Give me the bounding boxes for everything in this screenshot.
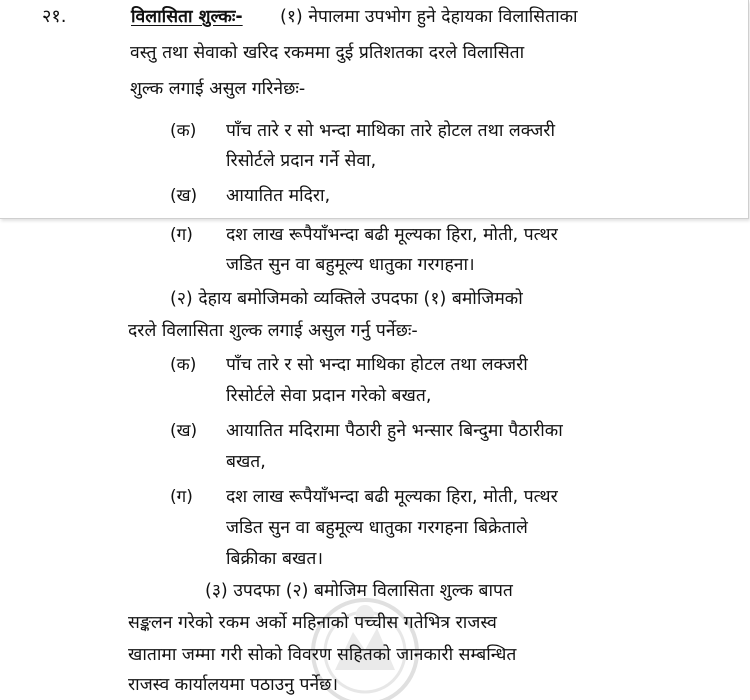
section-title: विलासिता शुल्कः- <box>131 7 243 27</box>
sub1-line: वस्तु तथा सेवाको खरिद रकममा दुई प्रतिशतका दरले विलासिता <box>130 43 525 63</box>
item-text: आयातित मदिरा, <box>226 186 331 206</box>
item-text: पाँच तारे र सो भन्दा माथिका तारे होटल तथा लक्जरी <box>226 121 555 141</box>
item-text: बखत, <box>226 452 266 472</box>
item-label: (ग) <box>170 225 193 245</box>
highlight-panel <box>0 0 749 219</box>
sub3-line: राजस्व कार्यालयमा पठाउनु पर्नेछ। <box>128 675 339 695</box>
sub1-line: शुल्क लगाई असुल गरिनेछः- <box>130 79 306 99</box>
sub3-line: (३) उपदफा (२) बमोजिम विलासिता शुल्क बापत <box>205 581 513 601</box>
sub2-line: (२) देहाय बमोजिमको व्यक्तिले उपदफा (१) बमोजिमको <box>170 289 523 309</box>
item-label: (क) <box>170 121 197 141</box>
sub3-line: सङ्कलन गरेको रकम अर्को महिनाको पच्चीस गतेभित्र राजस्व <box>128 613 497 633</box>
item-text: दश लाख रूपैयाँभन्दा बढी मूल्यका हिरा, मोती, पत्थर <box>226 487 558 507</box>
item-label: (ख) <box>170 421 198 441</box>
sub3-line: खातामा जम्मा गरी सोको विवरण सहितको जानकारी सम्बन्धित <box>128 645 517 665</box>
item-label: (क) <box>170 355 197 375</box>
item-text: बिक्रीका बखत। <box>226 549 323 569</box>
item-text: रिसोर्टले सेवा प्रदान गरेको बखत, <box>226 386 432 406</box>
section-number: २१. <box>42 6 67 27</box>
sub1-line: (१) नेपालमा उपभोग हुने देहायका विलासिताका <box>280 7 578 27</box>
sub2-line: दरले विलासिता शुल्क लगाई असुल गर्नु पर्नेछः- <box>128 321 418 341</box>
item-label: (ख) <box>170 186 198 206</box>
item-text: पाँच तारे र सो भन्दा माथिका होटल तथा लक्जरी <box>226 355 528 375</box>
item-text: रिसोर्टले प्रदान गर्ने सेवा, <box>226 151 377 171</box>
item-text: जडित सुन वा बहुमूल्य धातुका गरगहना बिक्रेताले <box>226 518 528 538</box>
item-label: (ग) <box>170 487 193 507</box>
item-text: दश लाख रूपैयाँभन्दा बढी मूल्यका हिरा, मोती, पत्थर <box>226 225 558 245</box>
item-text: आयातित मदिरामा पैठारी हुने भन्सार बिन्दुमा पैठारीका <box>226 421 563 441</box>
item-text: जडित सुन वा बहुमूल्य धातुका गरगहना। <box>226 255 475 275</box>
